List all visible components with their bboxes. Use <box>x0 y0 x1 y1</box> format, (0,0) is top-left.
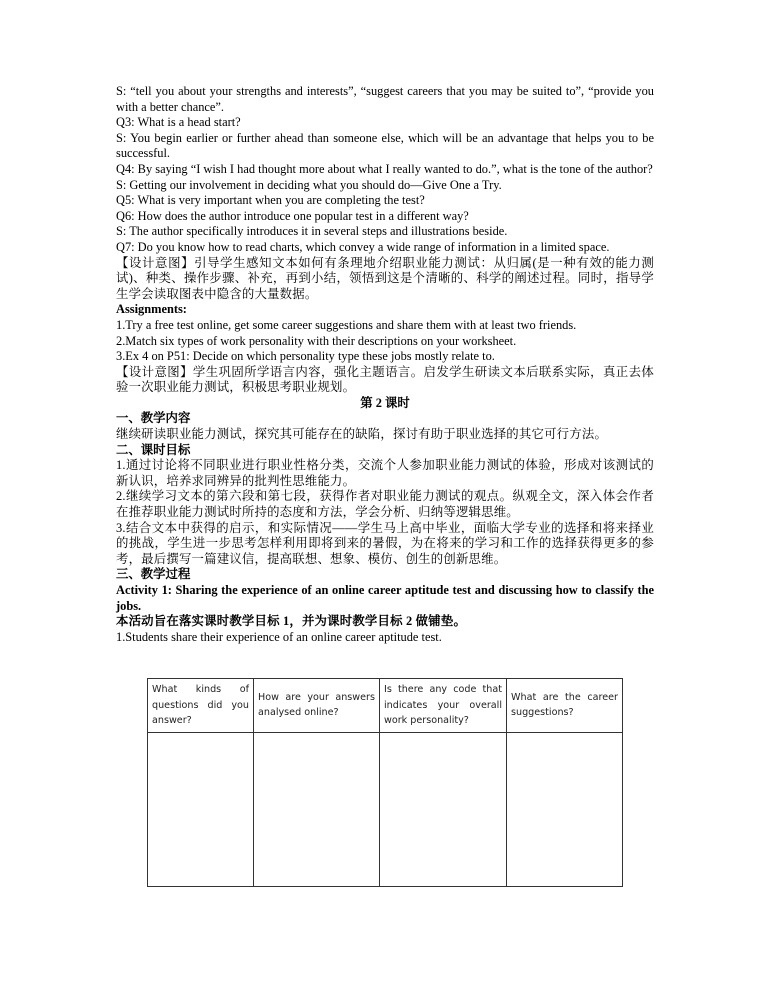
answer-text: S: The author specifically introduces it in several steps and illustrations beside. <box>116 224 508 239</box>
section-heading: 二、课时目标 <box>116 442 191 457</box>
table-row <box>148 732 623 887</box>
section-text: 继续研读职业能力测试，探究其可能存在的缺陷，探讨有助于职业选择的其它可行方法。 <box>116 427 608 442</box>
table-header-cell: What kinds of questions did you answer? <box>148 679 254 733</box>
answer-text: S: Getting our involvement in deciding what you should do—Give One a Try. <box>116 177 502 192</box>
section-heading: 三、教学过程 <box>116 567 191 582</box>
question-text: Q4: By saying “I wish I had thought more about what I really wanted to do.”, what is the tone of the author? <box>116 161 653 176</box>
table-cell <box>507 732 623 887</box>
question-text: Q3: What is a head start? <box>116 115 241 130</box>
document-body <box>116 84 654 645</box>
table-cell <box>148 732 254 887</box>
table-cell <box>254 732 380 887</box>
question-text: Q5: What is very important when you are completing the test? <box>116 193 425 208</box>
assignments-heading: Assignments: <box>116 302 187 317</box>
table-header-cell: Is there any code that indicates your overall work personality? <box>380 679 507 733</box>
assignment-item: 1.Try a free test online, get some career suggestions and share them with at least two friends. <box>116 317 577 332</box>
experience-table <box>147 678 623 887</box>
table-header-cell: How are your answers analysed online? <box>254 679 380 733</box>
objective-item: 1.通过讨论将不同职业进行职业性格分类，交流个人参加职业能力测试的体验，形成对该测试的新认识，培养求同辨异的批判性思维能力。 <box>116 458 654 488</box>
table-header-cell: What are the career suggestions? <box>507 679 623 733</box>
table-cell <box>380 732 507 887</box>
assignment-item: 3.Ex 4 on P51: Decide on which personality type these jobs mostly relate to. <box>116 349 495 364</box>
activity-heading: Activity 1: Sharing the experience of an online career aptitude test and discussing how to classify the jobs. <box>116 583 654 613</box>
section-heading: 一、教学内容 <box>116 411 191 426</box>
objective-item: 3.结合文本中获得的启示，和实际情况——学生马上高中毕业，面临大学专业的选择和将来择业的挑战，学生进一步思考怎样利用即将到来的暑假，为在将来的学习和工作的选择获得更多的参考，最后撰写一篇建议信，提高联想、想象、模仿、创生的创新思维。 <box>116 520 654 566</box>
question-text: Q7: Do you know how to read charts, which convey a wide range of information in a limited space. <box>116 239 610 254</box>
answer-text: S: “tell you about your strengths and interests”, “suggest careers that you may be suited to”, “provide you with a better chance”. <box>116 84 654 114</box>
question-text: Q6: How does the author introduce one popular test in a different way? <box>116 208 469 223</box>
table-header-row <box>148 679 623 733</box>
assignment-item: 2.Match six types of work personality with their descriptions on your worksheet. <box>116 333 517 348</box>
objective-item: 2.继续学习文本的第六段和第七段，获得作者对职业能力测试的观点。纵观全文，深入体会作者在推荐职业能力测试时所持的态度和方法，学会分析、归纳等逻辑思维。 <box>116 489 654 520</box>
lesson-heading: 第 2 课时 <box>360 395 410 410</box>
answer-text: S: You begin earlier or further ahead than someone else, which will be an advantage that helps you to be successful. <box>116 130 654 161</box>
design-intent-note: 【设计意图】引导学生感知文本如何有条理地介绍职业能力测试：从归属(是一种有效的能力测试)、种类、操作步骤、补充，再到小结，领悟到这是个清晰的、科学的阐述过程。同时，指导学生学会读取图表中隐含的大量数据。 <box>116 255 654 301</box>
activity-step: 1.Students share their experience of an online career aptitude test. <box>116 629 442 644</box>
activity-purpose: 本活动旨在落实课时教学目标 1，并为课时教学目标 2 做铺垫。 <box>116 614 467 629</box>
design-intent-note: 【设计意图】学生巩固所学语言内容，强化主题语言。启发学生研读文本后联系实际，真正去体验一次职业能力测试，积极思考职业规划。 <box>116 364 654 395</box>
